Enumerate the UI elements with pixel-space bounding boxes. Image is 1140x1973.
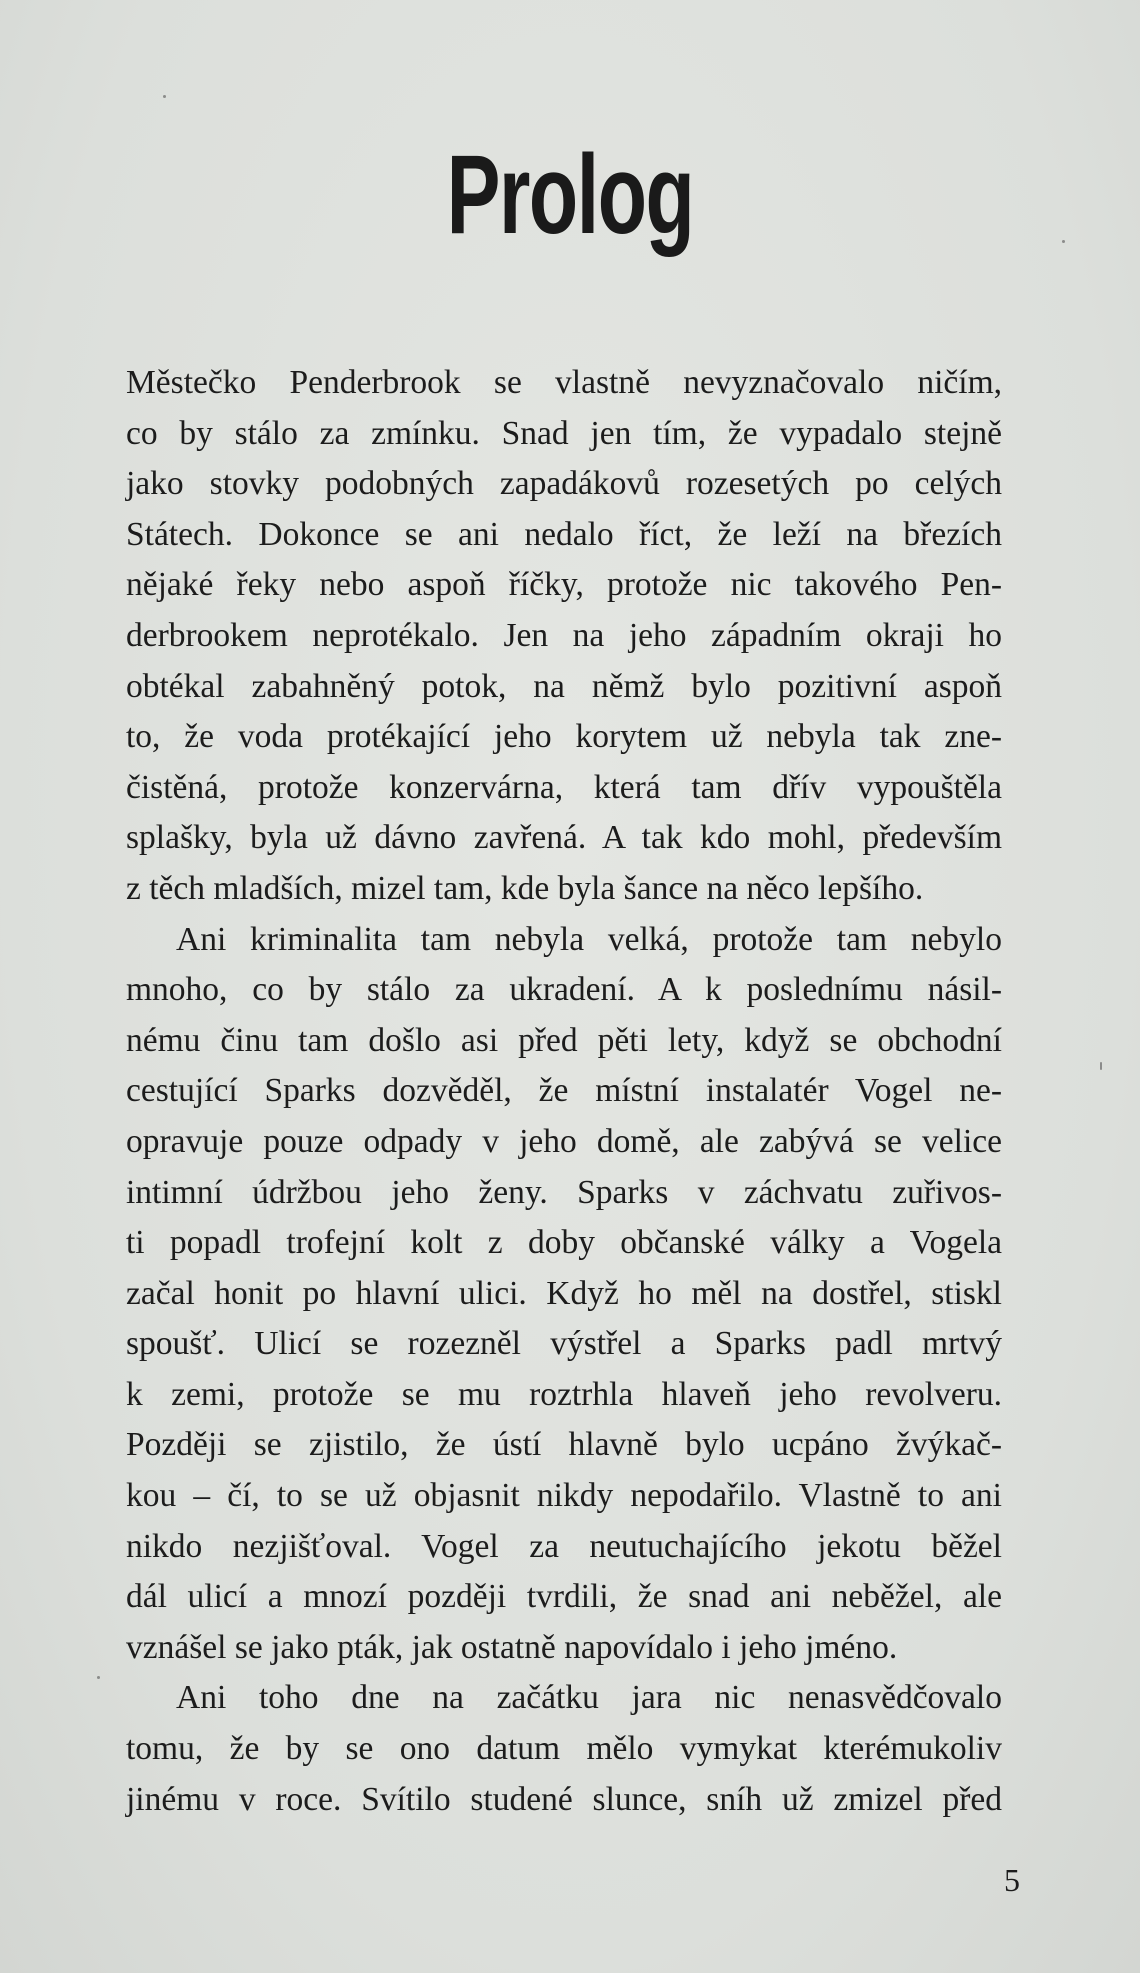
text-line: jinému v roce. Svítilo studené slunce, sníh už zmizel před [126,1780,1002,1818]
chapter-title: Prolog [446,132,694,257]
text-line: mnoho, co by stálo za ukradení. A k poslednímu násil- [126,971,1002,1009]
text-line: Městečko Penderbrook se vlastně nevyznačovalo ničím, [126,364,1002,401]
text-line: nému činu tam došlo asi před pěti lety, když se obchodní [126,1021,1002,1059]
text-line: derbrookem neprotékalo. Jen na jeho západním okraji ho [126,616,1002,654]
paper-speck [163,95,166,98]
paper-speck [1062,240,1065,243]
text-line: cestující Sparks dozvěděl, že místní instalatér Vogel ne- [126,1072,1002,1110]
text-line: intimní údržbou jeho ženy. Sparks v záchvatu zuřivos- [126,1173,1002,1211]
text-line: Později se zjistilo, že ústí hlavně bylo ucpáno žvýkač- [126,1426,1002,1464]
text-line: obtékal zabahněný potok, na němž bylo pozitivní aspoň [126,667,1002,705]
text-line: z těch mladších, mizel tam, kde byla šance na něco lepšího. [126,869,924,907]
text-line: Státech. Dokonce se ani nedalo říct, že leží na březích [126,515,1002,553]
text-line: čistěná, protože konzervárna, která tam dřív vypouštěla [126,768,1002,806]
text-line: splašky, byla už dávno zavřená. A tak kdo mohl, především [126,819,1002,857]
body-text [126,358,1002,1825]
text-line: to, že voda protékající jeho korytem už nebyla tak zne- [126,718,1002,756]
text-line: nějaké řeky nebo aspoň říčky, protože nic takového Pen- [126,566,1002,604]
paragraph [126,915,1002,1674]
text-line: začal honit po hlavní ulici. Když ho měl na dostřel, stiskl [126,1274,1002,1312]
paragraph [126,358,1002,915]
text-line: nikdo nezjišťoval. Vogel za neutuchajícího jekotu běžel [126,1527,1002,1565]
text-line: co by stálo za zmínku. Snad jen tím, že vypadalo stejně [126,414,1002,452]
text-line: spoušť. Ulicí se rozezněl výstřel a Sparks padl mrtvý [126,1325,1002,1363]
text-line: Ani toho dne na začátku jara nic nenasvědčovalo [176,1679,1002,1717]
text-line: Ani kriminalita tam nebyla velká, protože tam nebylo [176,920,1002,958]
text-line: vznášel se jako pták, jak ostatně napovídalo i jeho jméno. [126,1628,898,1666]
text-line: opravuje pouze odpady v jeho domě, ale zabývá se velice [126,1122,1002,1160]
paper-speck [97,1676,100,1679]
text-line: ti popadl trofejní kolt z doby občanské války a Vogela [126,1224,1002,1262]
text-line: k zemi, protože se mu roztrhla hlaveň jeho revolveru. [126,1375,1002,1413]
text-line: tomu, že by se ono datum mělo vymykat kterémukoliv [126,1730,1002,1768]
text-line: dál ulicí a mnozí později tvrdili, že snad ani neběžel, ale [126,1578,1002,1616]
paragraph [126,1673,1002,1825]
paper-speck [1100,1062,1102,1070]
text-line: jako stovky podobných zapadákovů rozesetých po celých [126,465,1002,503]
text-line: kou – čí, to se už objasnit nikdy nepodařilo. Vlastně to ani [126,1477,1002,1515]
page-number: 5 [1004,1862,1020,1898]
